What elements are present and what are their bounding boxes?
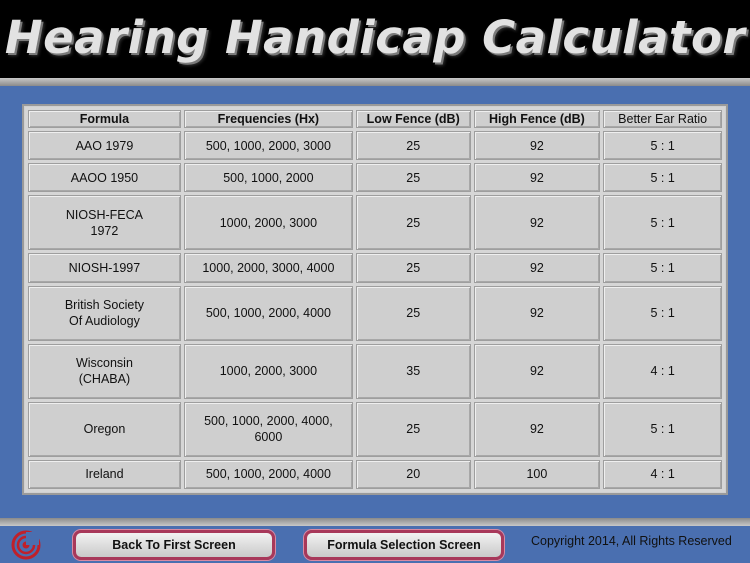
high-fence-cell: 92 xyxy=(474,195,601,250)
frequencies-cell: 500, 1000, 2000, 4000, 6000 xyxy=(184,402,353,457)
table-row xyxy=(28,195,722,250)
low-fence-cell: 25 xyxy=(356,131,471,160)
logo-icon xyxy=(11,530,41,560)
formula-cell xyxy=(28,253,181,282)
ratio-cell: 5 : 1 xyxy=(603,286,722,341)
low-fence-cell: 25 xyxy=(356,286,471,341)
ratio-cell: 5 : 1 xyxy=(603,163,722,192)
table-row xyxy=(28,402,722,457)
header-divider xyxy=(0,78,750,86)
copyright-text: Copyright 2014, All Rights Reserved xyxy=(531,534,732,548)
formula-name: Oregon xyxy=(83,422,126,437)
frequencies-cell: 1000, 2000, 3000, 4000 xyxy=(184,253,353,282)
formula-cell xyxy=(28,195,181,250)
formula-cell xyxy=(28,131,181,160)
high-fence-cell: 100 xyxy=(474,460,601,489)
header-frequencies: Frequencies (Hx) xyxy=(184,110,353,128)
header-low-fence: Low Fence (dB) xyxy=(356,110,471,128)
back-to-first-screen-button[interactable]: Back To First Screen xyxy=(73,530,275,560)
formula-name-line1: Wisconsin xyxy=(75,356,133,371)
formula-table xyxy=(25,107,725,492)
formula-name: NIOSH-1997 xyxy=(68,260,141,275)
high-fence-cell: 92 xyxy=(474,163,601,192)
high-fence-cell: 92 xyxy=(474,402,601,457)
formula-cell xyxy=(28,286,181,341)
formula-name: AAOO 1950 xyxy=(70,170,139,185)
formula-selection-screen-button[interactable]: Formula Selection Screen xyxy=(304,530,504,560)
low-fence-cell: 35 xyxy=(356,344,471,399)
ratio-cell: 5 : 1 xyxy=(603,195,722,250)
low-fence-cell: 25 xyxy=(356,253,471,282)
table-row xyxy=(28,253,722,282)
footer-divider xyxy=(0,518,750,526)
table-row xyxy=(28,460,722,489)
header-better-ear-ratio: Better Ear Ratio xyxy=(603,110,722,128)
frequencies-cell: 500, 1000, 2000, 4000 xyxy=(184,286,353,341)
high-fence-cell: 92 xyxy=(474,286,601,341)
frequencies-cell: 1000, 2000, 3000 xyxy=(184,344,353,399)
low-fence-cell: 25 xyxy=(356,163,471,192)
header-formula: Formula xyxy=(28,110,181,128)
formula-name-line1: British Society xyxy=(64,298,145,313)
formula-cell xyxy=(28,163,181,192)
formula-name: AAO 1979 xyxy=(75,138,134,153)
formula-name: Ireland xyxy=(85,467,124,482)
formula-cell xyxy=(28,402,181,457)
low-fence-cell: 25 xyxy=(356,402,471,457)
frequencies-cell: 500, 1000, 2000, 4000 xyxy=(184,460,353,489)
formula-cell xyxy=(28,344,181,399)
table-row xyxy=(28,163,722,192)
table-row xyxy=(28,344,722,399)
table-row xyxy=(28,131,722,160)
ratio-cell: 4 : 1 xyxy=(603,344,722,399)
frequencies-cell: 500, 1000, 2000, 3000 xyxy=(184,131,353,160)
high-fence-cell: 92 xyxy=(474,344,601,399)
formula-cell xyxy=(28,460,181,489)
high-fence-cell: 92 xyxy=(474,253,601,282)
formula-name-line2: (CHABA) xyxy=(78,372,131,387)
app-title: Hearing Handicap Calculator xyxy=(4,11,746,64)
low-fence-cell: 25 xyxy=(356,195,471,250)
formula-name-line2: 1972 xyxy=(90,223,119,238)
ratio-cell: 5 : 1 xyxy=(603,253,722,282)
table-row xyxy=(28,286,722,341)
frequencies-cell: 500, 1000, 2000 xyxy=(184,163,353,192)
formula-name-line1: NIOSH-FECA xyxy=(65,207,143,222)
ratio-cell: 4 : 1 xyxy=(603,460,722,489)
header-high-fence: High Fence (dB) xyxy=(474,110,601,128)
low-fence-cell: 20 xyxy=(356,460,471,489)
ratio-cell: 5 : 1 xyxy=(603,131,722,160)
frequencies-cell: 1000, 2000, 3000 xyxy=(184,195,353,250)
table-header-row xyxy=(28,110,722,128)
formula-name-line2: Of Audiology xyxy=(69,314,140,329)
high-fence-cell: 92 xyxy=(474,131,601,160)
ratio-cell: 5 : 1 xyxy=(603,402,722,457)
